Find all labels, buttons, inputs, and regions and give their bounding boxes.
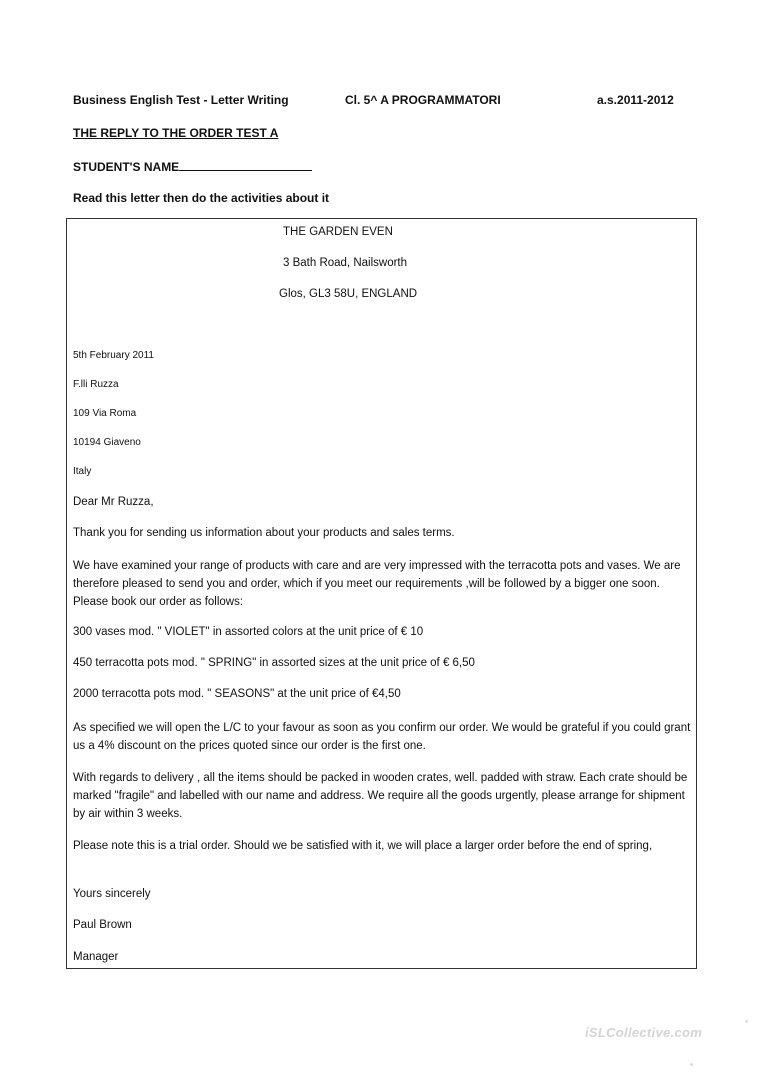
recipient-city: 10194 Giaveno bbox=[73, 437, 141, 448]
salutation: Dear Mr Ruzza, bbox=[73, 496, 154, 508]
recipient-name: F.lli Ruzza bbox=[73, 379, 119, 390]
sender-street: 3 Bath Road, Nailsworth bbox=[283, 257, 408, 269]
paragraph-3: As specified we will open the L/C to your favour as soon as you confirm our order. We would be grateful if you could grant us a 4% discount on the prices quoted since our order is the first one. bbox=[73, 722, 691, 752]
student-name-blank[interactable] bbox=[179, 158, 312, 171]
order-item-2: 450 terracotta pots mod. " SPRING" in assorted sizes at the unit price of € 6,50 bbox=[73, 657, 475, 669]
closing: Yours sincerely bbox=[73, 888, 151, 900]
student-name-label: STUDENT'S NAME bbox=[73, 160, 180, 174]
order-item-3: 2000 terracotta pots mod. " SEASONS" at the unit price of €4,50 bbox=[73, 688, 401, 700]
paragraph-5: Please note this is a trial order. Should we be satisfied with it, we will place a larger order before the end of spring, bbox=[73, 840, 653, 852]
signer-name: Paul Brown bbox=[73, 919, 132, 931]
school-year: a.s.2011-2012 bbox=[597, 93, 674, 107]
student-name-row bbox=[73, 158, 312, 174]
paragraph-1: Thank you for sending us information about your products and sales terms. bbox=[73, 527, 455, 539]
watermark-dot bbox=[690, 1063, 693, 1066]
recipient-country: Italy bbox=[73, 466, 92, 477]
signer-title: Manager bbox=[73, 951, 119, 963]
watermark-dot bbox=[745, 1020, 748, 1023]
paragraph-2: We have examined your range of products with care and are very impressed with the terracotta pots and vases. We are therefore pleased to send you and order, which if you meet our requirements ,will be followed by a bigger one soon. Please book our order as follows: bbox=[73, 560, 681, 608]
sender-city: Glos, GL3 58U, ENGLAND bbox=[279, 288, 418, 300]
class-label: Cl. 5^ A PROGRAMMATORI bbox=[345, 93, 501, 107]
sender-name: THE GARDEN EVEN bbox=[283, 226, 393, 238]
paragraph-4: With regards to delivery , all the items should be packed in wooden crates, well. padded with straw. Each crate should be marked "fragile" and labelled with our name and address. We require all the goods urgently, please arrange for shipment by air within 3 weeks. bbox=[73, 772, 688, 820]
test-subtitle: THE REPLY TO THE ORDER TEST A bbox=[73, 126, 279, 140]
order-item-1: 300 vases mod. " VIOLET" in assorted colors at the unit price of € 10 bbox=[73, 626, 424, 638]
recipient-street: 109 Via Roma bbox=[73, 408, 137, 419]
instruction: Read this letter then do the activities about it bbox=[73, 191, 330, 205]
letter-date: 5th February 2011 bbox=[73, 350, 154, 361]
watermark: iSLCollective.com bbox=[585, 1025, 703, 1040]
test-title: Business English Test - Letter Writing bbox=[73, 93, 289, 107]
